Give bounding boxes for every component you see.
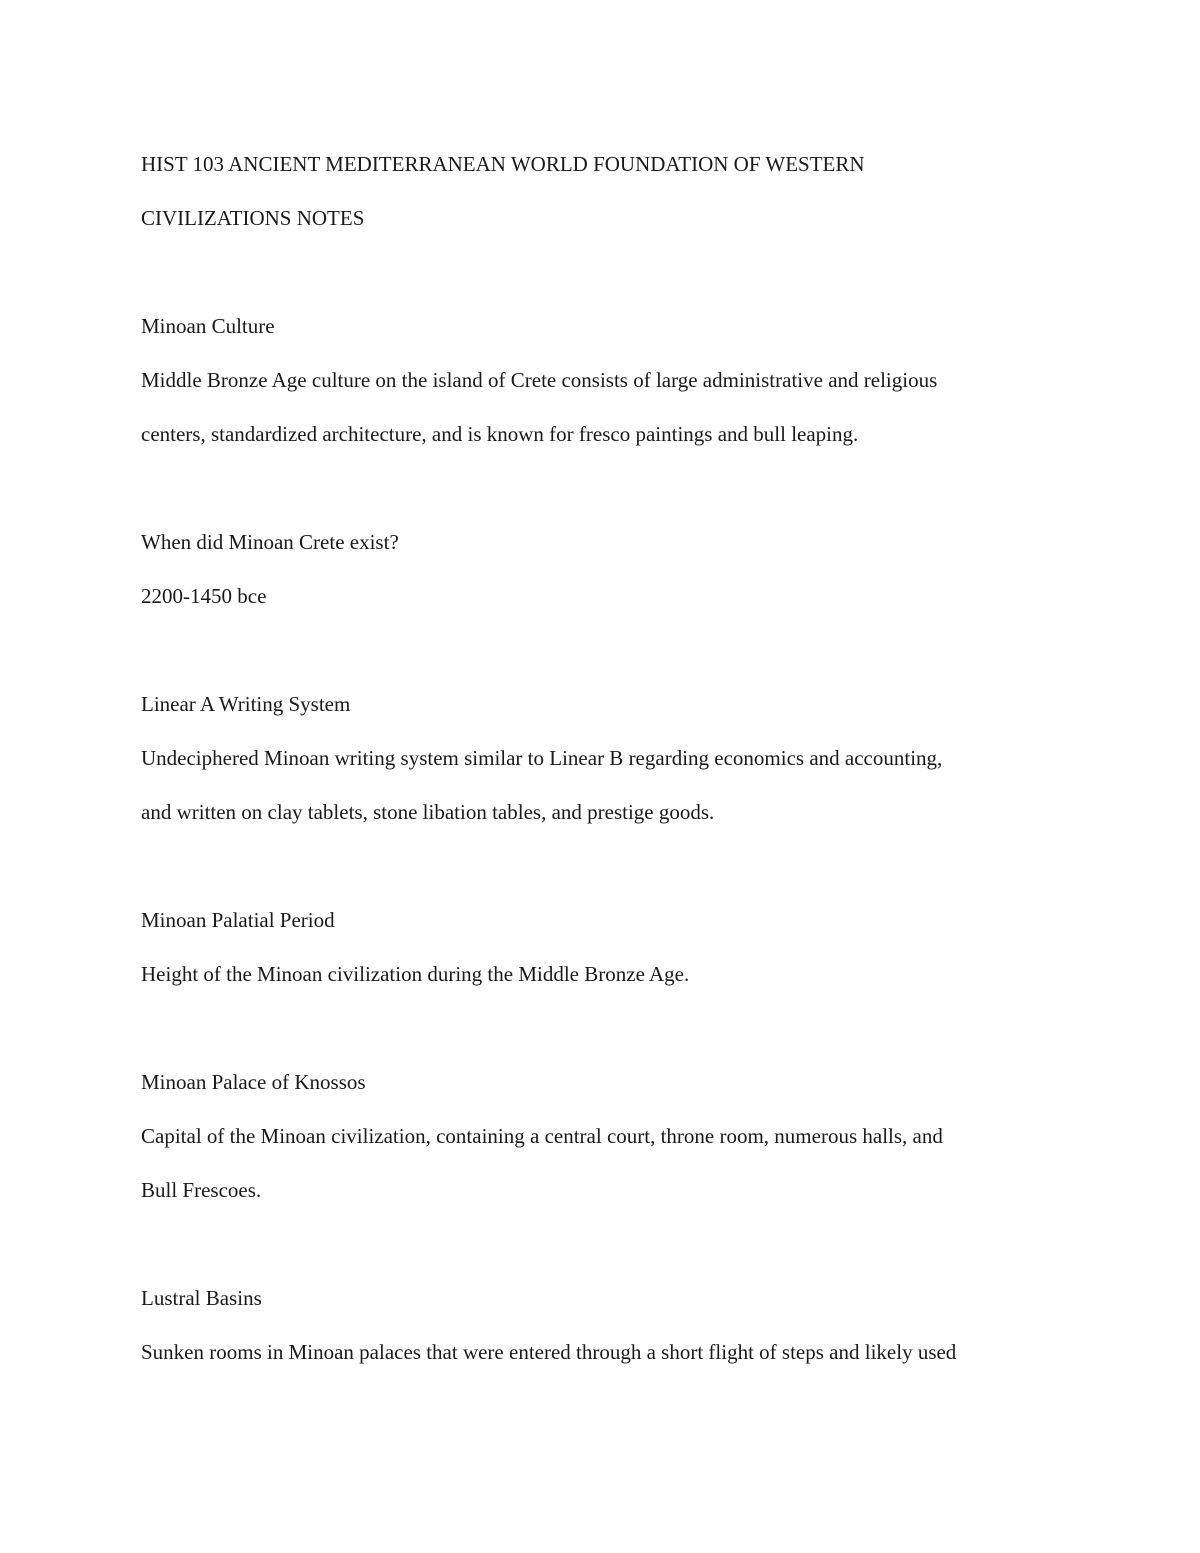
entry-palace-of-knossos — [141, 1055, 1071, 1217]
entry-term: Minoan Culture — [141, 314, 275, 338]
entry-term: Linear A Writing System — [141, 692, 351, 716]
entry-definition-line: Height of the Minoan civilization during the Middle Bronze Age. — [141, 962, 690, 986]
title-line-2: CIVILIZATIONS NOTES — [141, 206, 365, 230]
title-line-1: HIST 103 ANCIENT MEDITERRANEAN WORLD FOUNDATION OF WESTERN — [141, 152, 865, 176]
entry-lustral-basins — [141, 1271, 1071, 1379]
entry-definition-line: centers, standardized architecture, and is known for fresco paintings and bull leaping. — [141, 422, 859, 446]
entry-term: Lustral Basins — [141, 1286, 262, 1310]
entry-definition-line: Middle Bronze Age culture on the island of Crete consists of large administrative and religious — [141, 368, 938, 392]
entry-minoan-culture — [141, 299, 1071, 461]
entry-definition-line: 2200-1450 bce — [141, 584, 267, 608]
entry-term: Minoan Palace of Knossos — [141, 1070, 366, 1094]
spacer — [141, 461, 1071, 515]
spacer — [141, 1001, 1071, 1055]
entry-definition-line: Undeciphered Minoan writing system similar to Linear B regarding economics and accounting, — [141, 746, 943, 770]
document-body — [141, 137, 1071, 1379]
entry-definition-line: Bull Frescoes. — [141, 1178, 262, 1202]
spacer — [141, 245, 1071, 299]
spacer — [141, 839, 1071, 893]
entry-definition-line: and written on clay tablets, stone libation tables, and prestige goods. — [141, 800, 715, 824]
entry-minoan-crete-dates — [141, 515, 1071, 623]
entry-term: Minoan Palatial Period — [141, 908, 335, 932]
entry-linear-a — [141, 677, 1071, 839]
entry-definition-line: Capital of the Minoan civilization, containing a central court, throne room, numerous halls, and — [141, 1124, 943, 1148]
document-title — [141, 137, 1071, 245]
entry-term: When did Minoan Crete exist? — [141, 530, 399, 554]
entry-definition-line: Sunken rooms in Minoan palaces that were entered through a short flight of steps and likely used — [141, 1340, 957, 1364]
spacer — [141, 1217, 1071, 1271]
spacer — [141, 623, 1071, 677]
entry-minoan-palatial-period — [141, 893, 1071, 1001]
